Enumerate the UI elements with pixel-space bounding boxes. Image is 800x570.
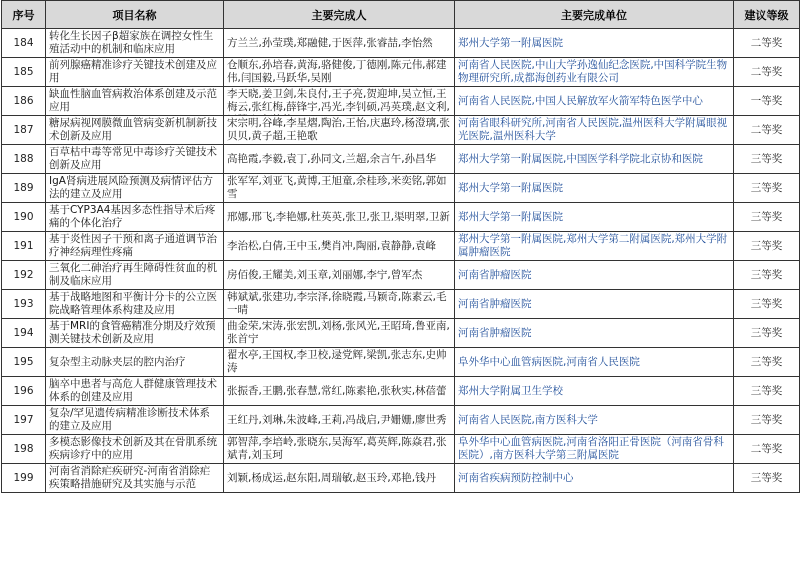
num-text: 184 xyxy=(13,36,34,49)
people-text: 曲金荣,宋涛,张宏凯,刘杨,张风光,王昭琦,鲁亚南,张首宁 xyxy=(227,320,450,345)
cell-units xyxy=(455,464,734,493)
cell-people xyxy=(224,87,455,116)
people-text: 李天晓,姜卫剑,朱良付,王子亮,贺迎坤,吴立恒,王梅云,张红梅,薛锋宇,冯光,李钊硕,冯英璞,赵文利, xyxy=(227,87,450,113)
people-text: 邢娜,邢飞,李艳娜,杜英英,张卫,张卫,渠明翠,卫新 xyxy=(227,210,450,223)
table-row xyxy=(2,290,800,319)
level-text: 二等奖 xyxy=(750,65,783,78)
project-text: 复杂/罕见遗传病精准诊断技术体系的建立及应用 xyxy=(49,407,211,432)
num-text: 192 xyxy=(13,268,34,281)
num-text: 191 xyxy=(13,239,34,252)
cell-people xyxy=(224,29,455,58)
num-text: 188 xyxy=(13,152,34,165)
cell-units xyxy=(455,87,734,116)
table-row xyxy=(2,377,800,406)
table-row xyxy=(2,261,800,290)
cell-level xyxy=(734,377,800,406)
cell-num xyxy=(2,87,46,116)
cell-level xyxy=(734,232,800,261)
num-text: 187 xyxy=(13,123,34,136)
cell-project xyxy=(46,290,224,319)
cell-num xyxy=(2,203,46,232)
cell-num xyxy=(2,435,46,464)
cell-project xyxy=(46,464,224,493)
table-row xyxy=(2,174,800,203)
project-text: 前列腺癌精准诊疗关键技术创建及应用 xyxy=(49,59,217,84)
cell-project xyxy=(46,406,224,435)
cell-people xyxy=(224,290,455,319)
cell-project xyxy=(46,435,224,464)
cell-people xyxy=(224,348,455,377)
cell-num xyxy=(2,377,46,406)
cell-units xyxy=(455,319,734,348)
level-text: 二等奖 xyxy=(750,123,783,136)
level-text: 三等奖 xyxy=(750,297,783,310)
cell-people xyxy=(224,435,455,464)
level-text: 二等奖 xyxy=(750,442,783,455)
level-text: 一等奖 xyxy=(750,94,783,107)
num-text: 193 xyxy=(13,297,34,310)
cell-units xyxy=(455,435,734,464)
table-row xyxy=(2,232,800,261)
cell-level xyxy=(734,116,800,145)
cell-num xyxy=(2,290,46,319)
table-row xyxy=(2,348,800,377)
level-text: 三等奖 xyxy=(750,384,783,397)
cell-units xyxy=(455,290,734,319)
cell-level xyxy=(734,435,800,464)
header-level: 建议等级 xyxy=(734,1,800,29)
units-text: 郑州大学第一附属医院 xyxy=(458,36,563,49)
cell-people xyxy=(224,464,455,493)
cell-units xyxy=(455,203,734,232)
header-units: 主要完成单位 xyxy=(455,1,734,29)
level-text: 三等奖 xyxy=(750,152,783,165)
cell-num xyxy=(2,464,46,493)
people-text: 郭智萍,李培岭,张晓东,吴海军,葛英辉,陈焱君,张斌青,刘玉珂 xyxy=(227,436,447,461)
cell-people xyxy=(224,116,455,145)
num-text: 186 xyxy=(13,94,34,107)
people-text: 李治松,白倩,王中玉,樊肖冲,陶丽,袁静静,袁峰 xyxy=(227,239,437,252)
cell-project xyxy=(46,203,224,232)
level-text: 三等奖 xyxy=(750,326,783,339)
cell-num xyxy=(2,58,46,87)
num-text: 196 xyxy=(13,384,34,397)
cell-level xyxy=(734,406,800,435)
project-text: IgA肾病进展风险预测及病情评估方法的建立及应用 xyxy=(49,175,213,200)
people-text: 仓顺东,孙培春,黄海,骆健俊,丁德刚,陈元伟,郝建伟,闫国毅,马跃华,吴刚 xyxy=(227,59,447,84)
units-text: 河南省人民医院,中山大学孙逸仙纪念医院,中国科学院生物物理研究所,成都海创药业有限公司 xyxy=(458,59,728,84)
project-text: 三氧化二砷治疗再生障碍性贫血的机制及临床应用 xyxy=(49,262,217,287)
people-text: 房佰俊,王耀美,刘玉章,刘丽娜,李宁,曾军杰 xyxy=(227,268,423,281)
level-text: 三等奖 xyxy=(750,181,783,194)
units-text: 郑州大学第一附属医院 xyxy=(458,210,563,223)
people-text: 翟水亭,王国权,李卫校,逯党辉,梁凯,张志东,史帅涛 xyxy=(227,349,447,374)
project-text: 基于炎性因子干预和离子通道调节治疗神经病理性疼痛 xyxy=(49,233,217,258)
cell-project xyxy=(46,319,224,348)
table-row xyxy=(2,203,800,232)
cell-project xyxy=(46,232,224,261)
units-text: 河南省人民医院,中国人民解放军火箭军特色医学中心 xyxy=(458,94,703,107)
cell-people xyxy=(224,174,455,203)
units-text: 河南省疾病预防控制中心 xyxy=(458,471,574,484)
level-text: 三等奖 xyxy=(750,413,783,426)
cell-num xyxy=(2,319,46,348)
table-row xyxy=(2,58,800,87)
units-text: 河南省肿瘤医院 xyxy=(458,297,532,310)
units-text: 郑州大学第一附属医院,郑州大学第二附属医院,郑州大学附属肿瘤医院 xyxy=(458,233,728,258)
cell-num xyxy=(2,29,46,58)
units-text: 河南省人民医院,南方医科大学 xyxy=(458,413,598,426)
cell-people xyxy=(224,203,455,232)
cell-level xyxy=(734,174,800,203)
cell-project xyxy=(46,87,224,116)
cell-units xyxy=(455,145,734,174)
cell-level xyxy=(734,319,800,348)
num-text: 185 xyxy=(13,65,34,78)
cell-people xyxy=(224,319,455,348)
units-text: 河南省肿瘤医院 xyxy=(458,268,532,281)
cell-units xyxy=(455,232,734,261)
project-text: 脑卒中患者与高危人群健康管理技术体系的创建及应用 xyxy=(49,378,217,403)
project-text: 转化生长因子β超家族在调控女性生殖活动中的机制和临床应用 xyxy=(49,30,214,55)
header-project: 项目名称 xyxy=(46,1,224,29)
people-text: 方兰兰,孙莹璞,郑融健,于医萍,张睿喆,李怡然 xyxy=(227,36,433,49)
table-row xyxy=(2,435,800,464)
cell-people xyxy=(224,232,455,261)
people-text: 韩斌斌,张建功,李宗泽,徐晓霞,马颖奇,陈素云,毛一晴 xyxy=(227,291,447,316)
cell-units xyxy=(455,29,734,58)
level-text: 三等奖 xyxy=(750,471,783,484)
cell-units xyxy=(455,116,734,145)
people-text: 宋宗明,谷峰,李星熠,陶治,王怡,庆惠玲,杨澄璃,张贝贝,黄子超,王艳歌 xyxy=(227,117,450,142)
cell-num xyxy=(2,232,46,261)
cell-level xyxy=(734,145,800,174)
table-row xyxy=(2,464,800,493)
cell-project xyxy=(46,261,224,290)
header-people: 主要完成人 xyxy=(224,1,455,29)
cell-project xyxy=(46,145,224,174)
people-text: 张军军,刘亚飞,黄博,王旭童,余桂珍,米奕铭,郭如雪 xyxy=(227,175,447,200)
table-row xyxy=(2,145,800,174)
header-row xyxy=(2,1,800,29)
cell-level xyxy=(734,58,800,87)
table-row xyxy=(2,116,800,145)
level-text: 三等奖 xyxy=(750,268,783,281)
units-text: 阜外华中心血管病医院,河南省人民医院 xyxy=(458,355,640,368)
units-text: 郑州大学附属卫生学校 xyxy=(458,384,563,397)
people-text: 高艳霞,李毅,袁丁,孙同文,兰超,余言午,孙昌华 xyxy=(227,152,437,165)
project-text: 缺血性脑血管病救治体系创建及示范应用 xyxy=(49,88,217,113)
people-text: 张振香,王鹏,张春慧,常红,陈素艳,张秋实,林蓓蕾 xyxy=(227,384,447,397)
level-text: 三等奖 xyxy=(750,355,783,368)
header-num: 序号 xyxy=(2,1,46,29)
units-text: 河南省肿瘤医院 xyxy=(458,326,532,339)
level-text: 三等奖 xyxy=(750,210,783,223)
num-text: 190 xyxy=(13,210,34,223)
project-text: 河南省消除疟疾研究-河南省消除疟疾策略措施研究及其实施与示范 xyxy=(49,465,211,490)
cell-level xyxy=(734,261,800,290)
cell-people xyxy=(224,58,455,87)
cell-project xyxy=(46,29,224,58)
cell-units xyxy=(455,406,734,435)
project-text: 复杂型主动脉夹层的腔内治疗 xyxy=(49,355,186,368)
table-row xyxy=(2,406,800,435)
num-text: 199 xyxy=(13,471,34,484)
project-text: 基于CYP3A4基因多态性指导术后疼痛的个体化治疗 xyxy=(49,204,216,229)
cell-num xyxy=(2,174,46,203)
cell-units xyxy=(455,174,734,203)
num-text: 198 xyxy=(13,442,34,455)
cell-project xyxy=(46,58,224,87)
cell-num xyxy=(2,348,46,377)
cell-project xyxy=(46,348,224,377)
num-text: 197 xyxy=(13,413,34,426)
awards-table xyxy=(1,0,800,493)
units-text: 河南省眼科研究所,河南省人民医院,温州医科大学附属眼视光医院,温州医科大学 xyxy=(458,117,728,142)
cell-people xyxy=(224,406,455,435)
project-text: 糖尿病视网膜微血管病变新机制新技术创新及应用 xyxy=(49,117,217,142)
cell-people xyxy=(224,377,455,406)
num-text: 194 xyxy=(13,326,34,339)
cell-people xyxy=(224,261,455,290)
cell-level xyxy=(734,87,800,116)
cell-level xyxy=(734,290,800,319)
units-text: 郑州大学第一附属医院,中国医学科学院北京协和医院 xyxy=(458,152,703,165)
people-text: 刘颖,杨成运,赵东阳,周瑞敏,赵玉玲,邓艳,钱丹 xyxy=(227,471,437,484)
cell-project xyxy=(46,377,224,406)
cell-level xyxy=(734,348,800,377)
cell-project xyxy=(46,116,224,145)
table-row xyxy=(2,87,800,116)
cell-units xyxy=(455,261,734,290)
cell-num xyxy=(2,261,46,290)
people-text: 王红丹,刘琳,朱波峰,王莉,冯战启,尹姗姗,廖世秀 xyxy=(227,413,447,426)
table-row xyxy=(2,319,800,348)
cell-project xyxy=(46,174,224,203)
project-text: 多模态影像技术创新及其在骨肌系统疾病诊疗中的应用 xyxy=(49,436,217,461)
level-text: 三等奖 xyxy=(750,239,783,252)
cell-num xyxy=(2,145,46,174)
num-text: 189 xyxy=(13,181,34,194)
cell-units xyxy=(455,377,734,406)
units-text: 郑州大学第一附属医院 xyxy=(458,181,563,194)
cell-level xyxy=(734,464,800,493)
num-text: 195 xyxy=(13,355,34,368)
table-row xyxy=(2,29,800,58)
cell-num xyxy=(2,116,46,145)
units-text: 阜外华中心血管病医院,河南省洛阳正骨医院（河南省骨科医院）,南方医科大学第三附属医院 xyxy=(458,436,724,461)
cell-units xyxy=(455,348,734,377)
cell-level xyxy=(734,203,800,232)
cell-units xyxy=(455,58,734,87)
project-text: 基于MRI的食管癌精准分期及疗效预测关键技术创新及应用 xyxy=(49,320,216,345)
cell-level xyxy=(734,29,800,58)
cell-num xyxy=(2,406,46,435)
cell-people xyxy=(224,145,455,174)
level-text: 二等奖 xyxy=(750,36,783,49)
project-text: 基于战略地图和平衡计分卡的公立医院战略管理体系构建及应用 xyxy=(49,291,217,316)
project-text: 百草枯中毒等常见中毒诊疗关键技术创新及应用 xyxy=(49,146,217,171)
